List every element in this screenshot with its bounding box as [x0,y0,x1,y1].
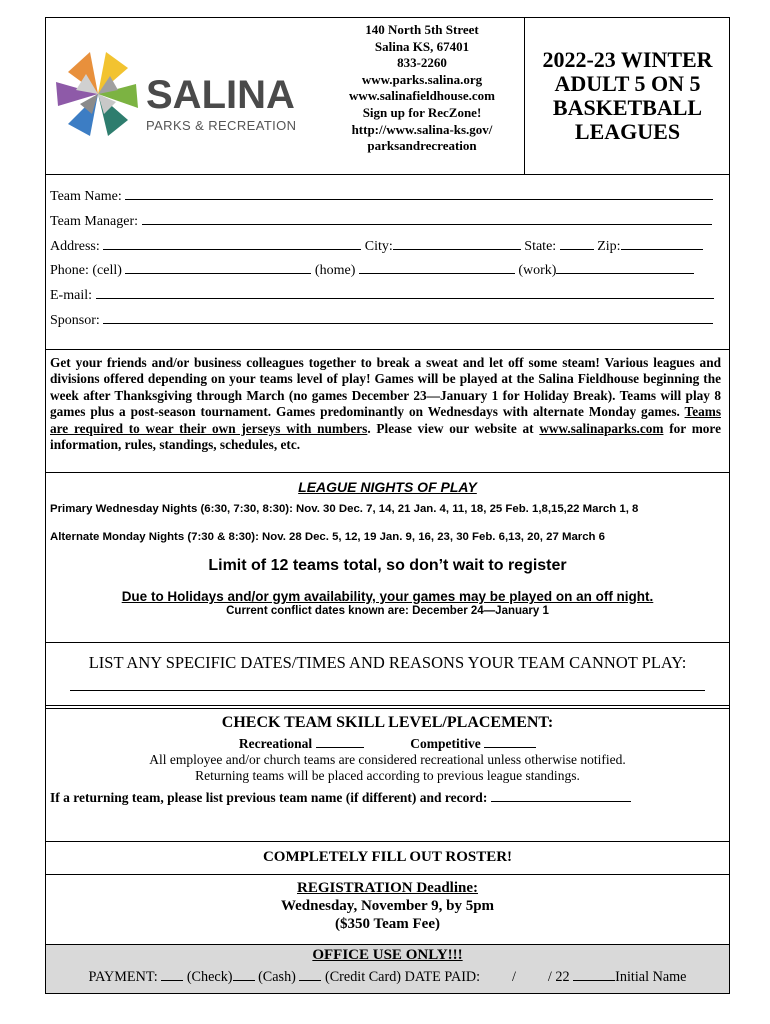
description-text-3: for more information, rules, standings, schedules, etc. [50,420,721,453]
registration-fee: ($350 Team Fee) [335,916,440,932]
initial-label: Initial Name [615,969,687,985]
cash-label: (Cash) [258,969,296,985]
office-use-section [46,945,729,993]
holiday-note: Due to Holidays and/or gym availability, your games may be played on an off night. [121,589,654,604]
conflict-dates: Current conflict dates known are: December 24—January 1 [226,605,549,617]
date-year: / 22 [547,969,570,985]
phone-work-label: (work) [518,263,557,279]
contact-website-fieldhouse[interactable]: www.salinafieldhouse.com [349,88,495,104]
payment-cash-field[interactable] [233,968,255,981]
registration-form [45,17,730,994]
phone-work-field[interactable] [556,261,694,274]
registration-date: Wednesday, November 9, by 5pm [280,898,495,914]
contact-website-parks[interactable]: www.parks.salina.org [361,71,483,87]
initial-field[interactable] [573,968,615,981]
returning-note: Returning teams will be placed according to previous league standings. [195,768,580,783]
title-box [524,18,730,174]
returning-team-label: If a returning team, please list previous team name (if different) and record: [50,790,488,805]
skill-level-section [46,708,729,842]
email-label: E-mail: [50,288,92,304]
skill-level-heading: CHECK TEAM SKILL LEVEL/PLACEMENT: [221,714,554,731]
city-label: City: [364,238,393,254]
registration-heading: REGISTRATION Deadline: [297,880,478,896]
header [46,18,729,175]
recreational-checkbox[interactable] [316,735,364,748]
address-label: Address: [50,238,100,254]
contact-info [332,22,512,155]
sponsor-label: Sponsor: [50,312,100,328]
team-manager-field[interactable] [142,212,712,225]
state-field[interactable] [560,237,594,250]
team-limit-note: Limit of 12 teams total, so don’t wait to register [208,557,567,574]
team-info-section [46,175,729,350]
page-title: 2022-23 WINTER ADULT 5 ON 5 BASKETBALL LEAGUES [542,47,713,144]
address-field[interactable] [103,237,361,250]
pinwheel-logo-icon [54,48,324,144]
phone-cell-label: Phone: (cell) [50,263,122,279]
payment-check-field[interactable] [161,968,183,981]
returning-team-field[interactable] [491,789,631,802]
league-nights-section [46,473,729,643]
phone-home-label: (home) [314,263,356,279]
competitive-checkbox[interactable] [484,735,536,748]
unavailable-dates-heading: LIST ANY SPECIFIC DATES/TIMES AND REASONS YOUR TEAM CANNOT PLAY: [88,653,687,672]
description-text: Get your friends and/or business colleagues together to break a sweat and let off some steam! Various leagues and divisions offered depending on your teams level of play! Games will be played at the Salina Fieldhouse beginning the week after Thanksgiving through March (no games December 23—January 1 for Holiday Break). Teams will play 8 games plus a post-season tournament. Games predominantly on Wednesdays with alternate Monday games. [50,355,721,420]
team-manager-label: Team Manager: [50,213,139,229]
credit-label: (Credit Card) [324,969,402,985]
roster-note: COMPLETELY FILL OUT ROSTER! [46,842,729,875]
logo-name: SALINA [146,73,295,117]
state-label: State: [524,238,557,254]
contact-city: Salina KS, 67401 [374,38,470,54]
phone-cell-field[interactable] [125,261,311,274]
primary-nights: Primary Wednesday Nights (6:30, 7:30, 8:30): Nov. 30 Dec. 7, 14, 21 Jan. 4, 11, 18, 25 Feb. 1,8,15,22 March 1, 8 [50,503,639,515]
contact-url-1[interactable]: http://www.salina-ks.gov/ [351,121,493,137]
recreational-note: All employee and/or church teams are considered recreational unless otherwise notified. [149,752,626,767]
recreational-label: Recreational [238,736,313,751]
office-use-heading: OFFICE USE ONLY!!! [312,947,463,963]
website-link[interactable]: www.salinaparks.com [539,420,664,436]
league-description [46,350,729,473]
phone-home-field[interactable] [359,261,515,274]
date-slash: / [512,969,516,985]
date-paid-label: DATE PAID: [404,969,481,985]
zip-label: Zip: [597,238,621,254]
contact-reczone: Sign up for RecZone! [362,104,482,120]
salina-parks-logo [54,48,324,144]
jersey-note: Teams are required to wear their own jerseys with numbers [50,404,721,436]
description-text-2: . Please view our website at [367,420,534,436]
unavailable-dates-field[interactable] [70,690,705,691]
city-field[interactable] [393,237,521,250]
unavailable-dates-section [46,643,729,706]
payment-label: PAYMENT: [88,969,158,985]
league-nights-heading: LEAGUE NIGHTS OF PLAY [298,479,477,495]
logo-subtitle: PARKS & RECREATION [146,118,297,133]
alternate-nights: Alternate Monday Nights (7:30 & 8:30): Nov. 28 Dec. 5, 12, 19 Jan. 9, 16, 23, 30 Feb. 6,13, 20, 27 March 6 [50,531,606,543]
email-field[interactable] [96,286,714,299]
contact-url-2[interactable]: parksandrecreation [367,138,477,154]
contact-phone: 833-2260 [397,55,447,71]
sponsor-field[interactable] [103,311,713,324]
contact-address: 140 North 5th Street [365,22,479,37]
registration-section [46,875,729,945]
payment-credit-field[interactable] [299,968,321,981]
zip-field[interactable] [621,237,703,250]
team-name-label: Team Name: [50,189,122,204]
team-name-field[interactable] [125,187,713,200]
check-label: (Check) [186,969,233,985]
competitive-label: Competitive [410,736,481,751]
